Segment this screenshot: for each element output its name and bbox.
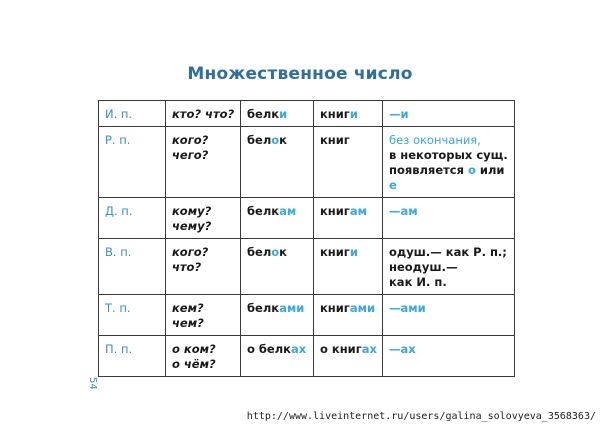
question-line: чему? <box>172 219 212 233</box>
word-book <box>314 336 383 377</box>
ending-note-line: неодуш.— <box>389 260 458 274</box>
inserted-vowel: о <box>271 245 280 259</box>
word-squirrel <box>241 127 314 198</box>
question-line: кого? <box>172 245 209 259</box>
word-squirrel <box>241 336 314 377</box>
word-stem: белк <box>247 204 280 218</box>
word-stem: бел <box>247 133 272 147</box>
case-question <box>166 127 241 198</box>
inserted-vowel: о <box>271 133 280 147</box>
question-line: о ком? <box>172 342 216 356</box>
case-question <box>166 198 241 239</box>
word-ending: ах <box>290 342 307 356</box>
word-stem: белк <box>247 301 280 315</box>
plural-declension-table <box>98 100 515 377</box>
case-question <box>166 295 241 336</box>
question-line: кем? <box>172 301 204 315</box>
case-ending: —ами <box>383 295 515 336</box>
word-ending: ах <box>361 342 377 356</box>
question-line: о чём? <box>172 357 216 371</box>
word-book <box>314 198 383 239</box>
word-stem: книг <box>320 133 350 147</box>
word-stem: о книг <box>320 342 362 356</box>
word-ending: ам <box>279 204 297 218</box>
word-ending: и <box>279 107 288 121</box>
ending-note-line: в некоторых сущ. <box>389 148 508 162</box>
question-line: чем? <box>172 316 204 330</box>
word-squirrel <box>241 101 314 127</box>
table-row <box>99 127 515 198</box>
case-label: Д. п. <box>99 198 166 239</box>
word-stem: белк <box>247 107 280 121</box>
case-ending: —ам <box>383 198 515 239</box>
table-row <box>99 239 515 295</box>
word-tail: к <box>279 133 287 147</box>
word-book <box>314 295 383 336</box>
table-row <box>99 101 515 127</box>
word-ending: и <box>349 107 358 121</box>
question-line: кто? что? <box>172 107 235 121</box>
word-stem: бел <box>247 245 272 259</box>
table-row <box>99 336 515 377</box>
case-question <box>166 101 241 127</box>
ending-note-line: появляется <box>389 163 468 177</box>
ending-note-line: без окончания, <box>389 133 481 147</box>
ending-note-or: или <box>475 163 505 177</box>
word-stem: о белк <box>247 342 291 356</box>
table-row <box>99 198 515 239</box>
word-ending: ам <box>349 204 367 218</box>
case-label: Р. п. <box>99 127 166 198</box>
page-number: 54 <box>86 377 98 390</box>
case-ending: —и <box>383 101 515 127</box>
table-row <box>99 295 515 336</box>
case-question <box>166 239 241 295</box>
word-stem: книг <box>320 204 350 218</box>
word-tail: к <box>279 245 287 259</box>
case-label: Т. п. <box>99 295 166 336</box>
case-label: И. п. <box>99 101 166 127</box>
case-ending <box>383 127 515 198</box>
word-squirrel <box>241 295 314 336</box>
case-ending: —ах <box>383 336 515 377</box>
word-stem: книг <box>320 301 350 315</box>
page-title: Множественное число <box>187 64 413 84</box>
question-line: кому? <box>172 204 212 218</box>
question-line: что? <box>172 260 202 274</box>
word-squirrel <box>241 239 314 295</box>
question-line: кого? <box>172 133 209 147</box>
word-book <box>314 127 383 198</box>
word-stem: книг <box>320 245 350 259</box>
word-book <box>314 239 383 295</box>
word-ending: ами <box>279 301 305 315</box>
case-label: В. п. <box>99 239 166 295</box>
ending-note-line: одуш.— как Р. п.; <box>389 245 507 259</box>
word-stem: книг <box>320 107 350 121</box>
word-squirrel <box>241 198 314 239</box>
case-ending <box>383 239 515 295</box>
source-watermark: http://www.liveinternet.ru/users/galina_solovyeva_3568363/ <box>246 411 596 422</box>
word-ending: ами <box>349 301 376 315</box>
vowel-o: о <box>467 163 476 177</box>
question-line: чего? <box>172 148 209 162</box>
case-label: П. п. <box>99 336 166 377</box>
word-ending: и <box>349 245 358 259</box>
ending-note-line: как И. п. <box>389 275 447 289</box>
word-book <box>314 101 383 127</box>
vowel-e: е <box>389 178 397 192</box>
case-question <box>166 336 241 377</box>
